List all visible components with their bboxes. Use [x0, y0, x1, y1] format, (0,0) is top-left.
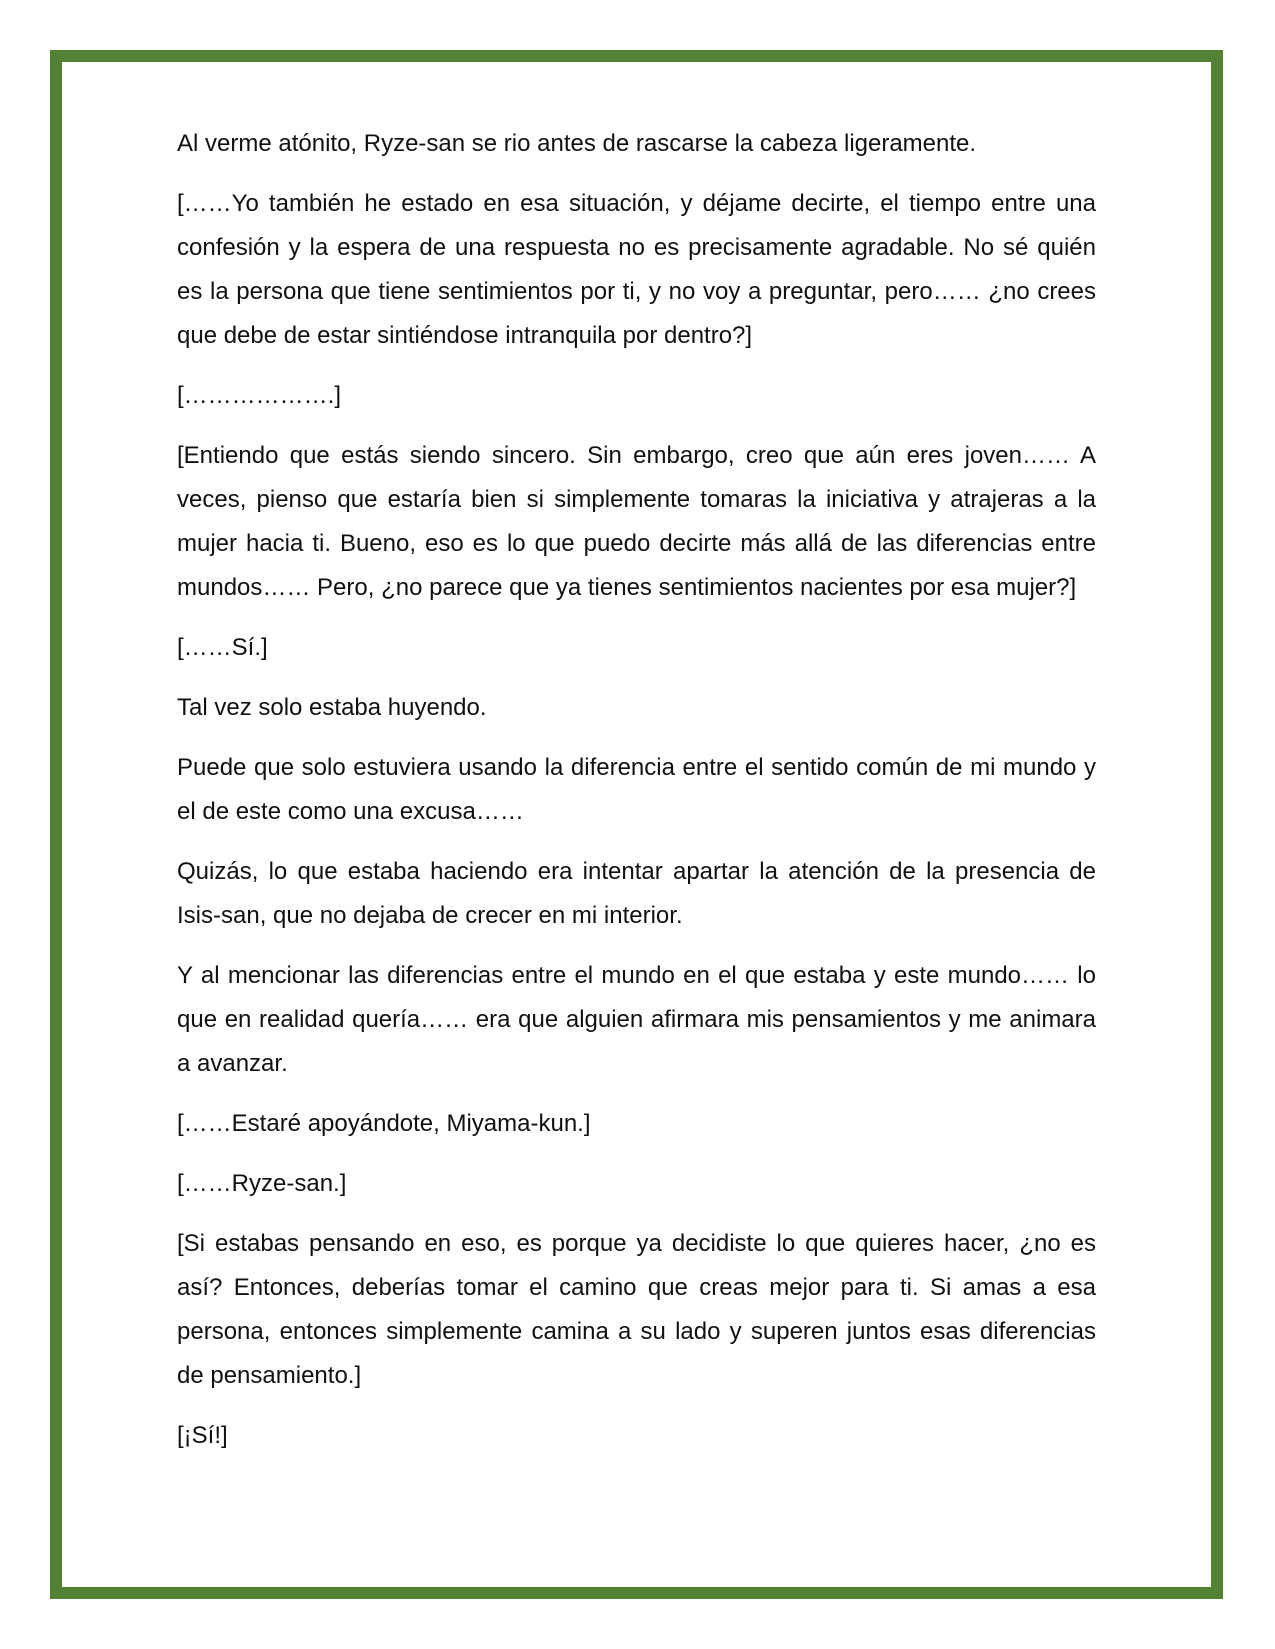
paragraph: [¡Sí!]	[177, 1422, 228, 1449]
paragraph: [Si estabas pensando en eso, es porque ya decidiste lo que quieres hacer, ¿no es así? Entonces, deberías tomar el camino que creas mejor para ti. Si amas a esa persona, entonces simplemente camina a su lado y superen juntos esas diferencias de pensamiento.]	[177, 1230, 1096, 1389]
paragraph: [……Ryze-san.]	[177, 1170, 347, 1197]
paragraph: [……Yo también he estado en esa situación, y déjame decirte, el tiempo entre una confesión y la espera de una respuesta no es precisamente agradable. No sé quién es la persona que tiene sentimientos por ti, y no voy a preguntar, pero…… ¿no crees que debe de estar sintiéndose intranquila por dentro?]	[177, 190, 1096, 349]
paragraph: [……………….]	[177, 382, 342, 409]
paragraph: Puede que solo estuviera usando la diferencia entre el sentido común de mi mundo y el de este como una excusa……	[177, 754, 1096, 825]
paragraph: Al verme atónito, Ryze-san se rio antes de rascarse la cabeza ligeramente.	[177, 130, 977, 157]
paragraph: Y al mencionar las diferencias entre el mundo en el que estaba y este mundo…… lo que en realidad quería…… era que alguien afirmara mis pensamientos y me animara a avanzar.	[177, 962, 1096, 1077]
paragraph: [Entiendo que estás siendo sincero. Sin embargo, creo que aún eres joven…… A veces, pienso que estaría bien si simplemente tomaras la iniciativa y atrajeras a la mujer hacia ti. Bueno, eso es lo que puedo decirte más allá de las diferencias entre mundos…… Pero, ¿no parece que ya tienes sentimientos nacientes por esa mujer?]	[177, 442, 1096, 601]
paragraph: Tal vez solo estaba huyendo.	[177, 694, 487, 721]
paragraph: [……Estaré apoyándote, Miyama-kun.]	[177, 1110, 591, 1137]
paragraph: Quizás, lo que estaba haciendo era intentar apartar la atención de la presencia de Isis-san, que no dejaba de crecer en mi interior.	[177, 858, 1096, 929]
paragraph: [……Sí.]	[177, 634, 268, 661]
document-body	[177, 122, 1096, 1474]
